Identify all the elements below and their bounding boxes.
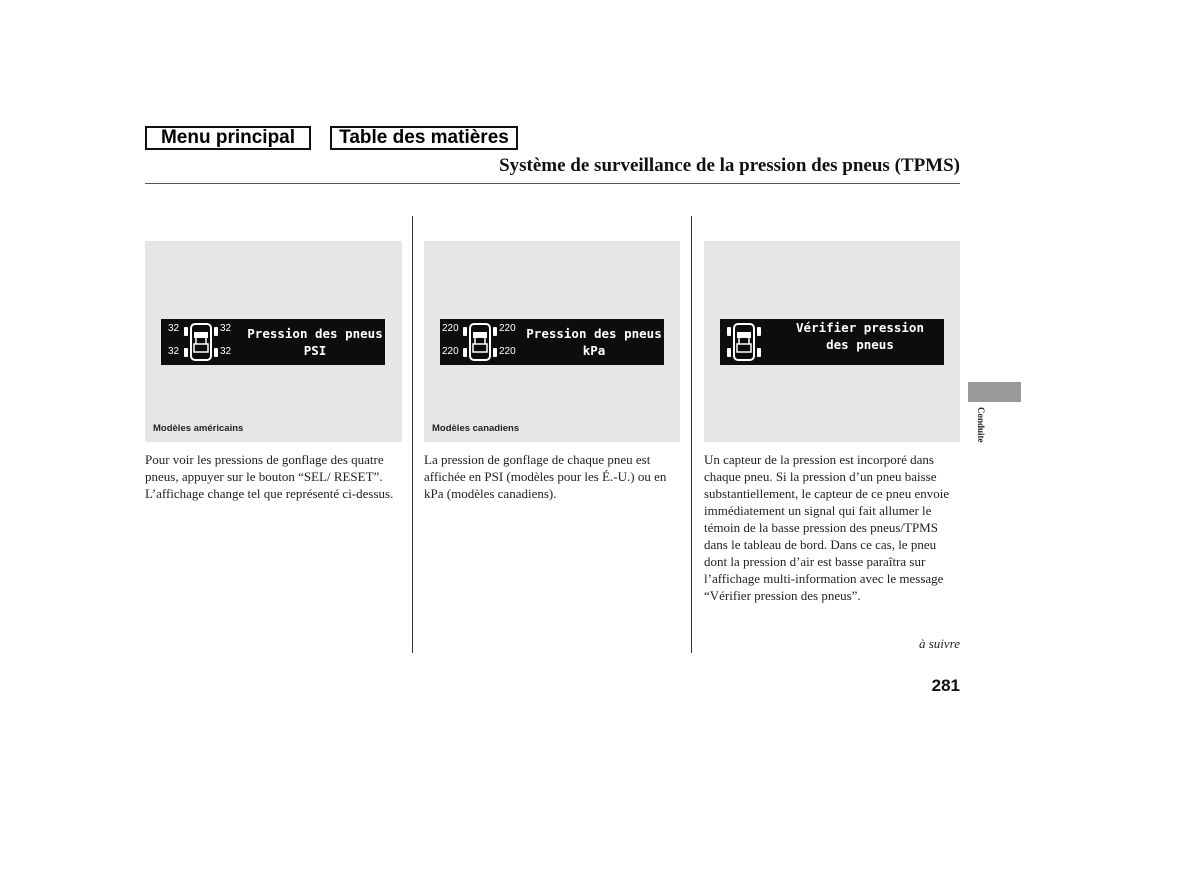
lcd-message: Vérifier pression des pneus [796,320,924,352]
lcd-display [440,319,664,365]
illustration-panel-warning [704,241,960,442]
page-title: Système de surveillance de la pression des pneus (TPMS) [499,155,960,176]
column-divider [412,216,413,653]
body-paragraph: Un capteur de la pression est incorporé dans chaque pneu. Si la pression d’un pneu baisse substantiellement, le capteur de ce pneu envoie immédiatement un signal qui fait allumer le témoin de la basse pression des pneus/TPMS dans le tableau de bord. Dans ce cas, le pneu dont la pression d’air est basse paraîtra sur l’affichage multi-information avec le message “Vérifier pression des pneus”. [704,452,950,603]
car-tires-icon [461,322,499,362]
column-divider [691,216,692,653]
tire-pressure-rear-left: 220 [442,346,459,357]
section-tab [968,382,1021,402]
panel-caption: Modèles canadiens [432,423,520,434]
tire-pressure-rear-right: 220 [499,346,516,357]
lcd-display [161,319,385,365]
page-number: 281 [931,676,960,695]
tire-pressure-front-right: 220 [499,323,516,334]
tire-pressure-front-left: 220 [442,323,459,334]
main-menu-button[interactable]: Menu principal [145,126,311,150]
tire-pressure-front-right: 32 [220,323,232,334]
illustration-panel-us [145,241,402,442]
section-tab-label: Conduite [976,407,986,443]
body-paragraph: La pression de gonflage de chaque pneu est affichée en PSI (modèles pour les É.-U.) ou en kPa (modèles canadiens). [424,452,667,501]
title-divider [145,183,960,184]
car-tires-icon [182,322,220,362]
tire-pressure-rear-right: 32 [220,346,232,357]
tire-pressure-front-left: 32 [168,323,180,334]
lcd-message: Pression des pneus kPa [526,326,662,358]
lcd-message: Pression des pneus PSI [247,326,383,358]
continued-note: à suivre [918,636,960,651]
tire-pressure-rear-left: 32 [168,346,180,357]
body-paragraph: Pour voir les pressions de gonflage des quatre pneus, appuyer sur le bouton “SEL/ RESET”. L’affichage change tel que représenté ci-dessus. [145,452,394,501]
lcd-display [720,319,944,365]
table-of-contents-button[interactable]: Table des matières [330,126,518,150]
panel-caption: Modèles américains [153,423,244,434]
car-tires-icon [725,322,763,362]
illustration-panel-canada [424,241,680,442]
